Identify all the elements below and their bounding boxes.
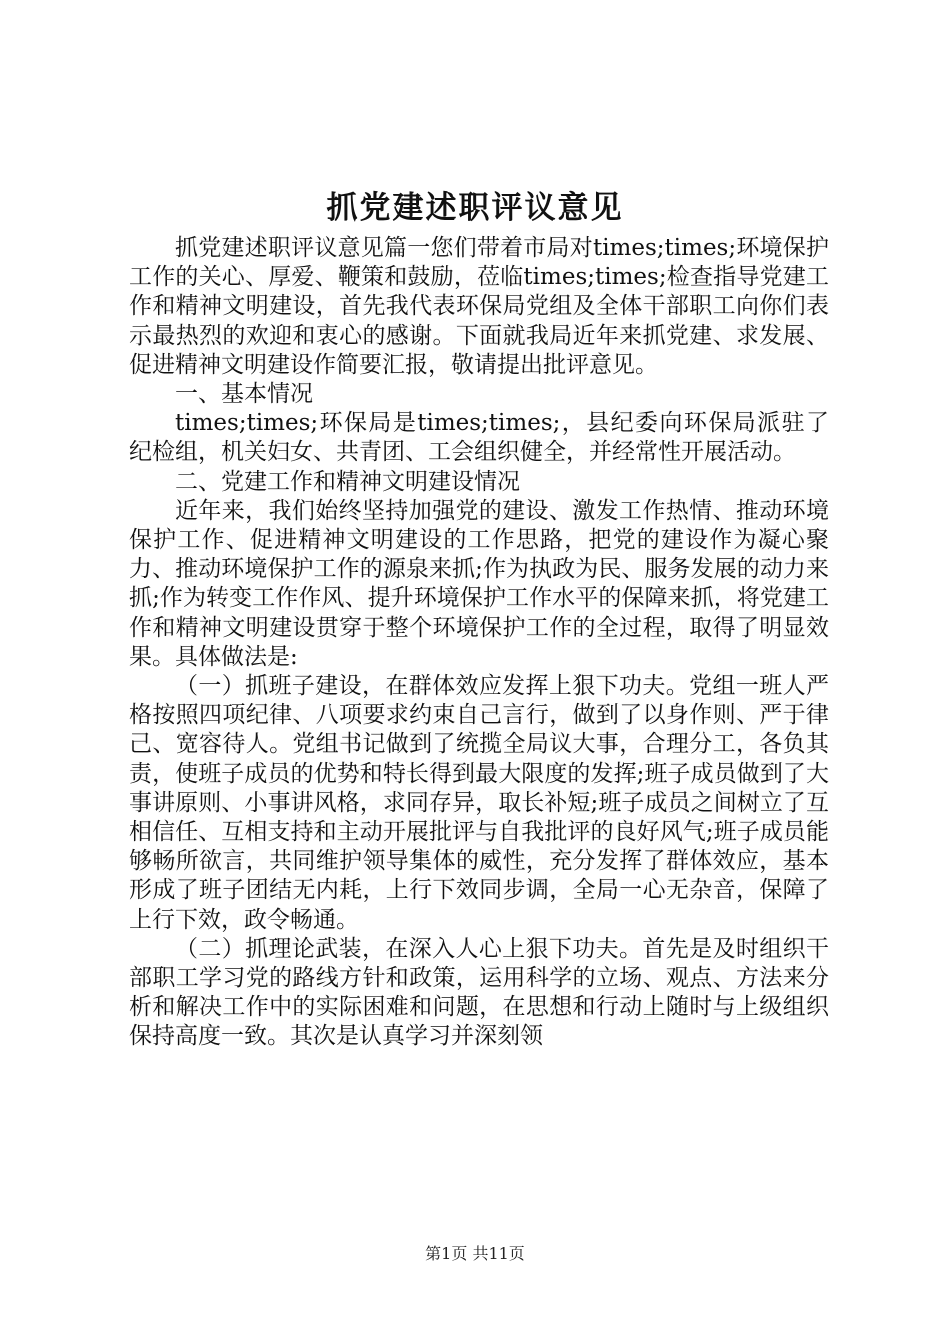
paragraph-party-building-overview: 近年来，我们始终坚持加强党的建设、激发工作热情、推动环境保护工作、促进精神文明建设的工作思路，把党的建设作为凝心聚力、推动环境保护工作的源泉来抓;作为执政为民、服务发展的动力来抓;作为转变工作作风、提升环境保护工作水平的保障来抓，将党建工作和精神文明建设贯穿于整个环境保护工作的全过程，取得了明显效果。具体做法是: bbox=[129, 497, 829, 670]
document-body bbox=[129, 234, 829, 1052]
paragraph-basic-situation: times;times;环保局是times;times;，县纪委向环保局派驻了纪检组，机关妇女、共青团、工会组织健全，并经常性开展活动。 bbox=[129, 410, 829, 466]
section-heading-party-building: 二、党建工作和精神文明建设情况 bbox=[175, 468, 520, 495]
paragraph-theory-study: （二）抓理论武装，在深入人心上狠下功夫。首先是及时组织干部职工学习党的路线方针和政策，运用科学的立场、观点、方法来分析和解决工作中的实际困难和问题，在思想和行动上随时与上级组织保持高度一致。其次是认真学习并深刻领 bbox=[129, 935, 829, 1050]
section-heading-basic-situation: 一、基本情况 bbox=[175, 381, 313, 408]
paragraph-team-building: （一）抓班子建设，在群体效应发挥上狠下功夫。党组一班人严格按照四项纪律、八项要求约束自己言行，做到了以身作则、严于律己、宽容待人。党组书记做到了统揽全局议大事，合理分工，各负其责，使班子成员的优势和特长得到最大限度的发挥;班子成员做到了大事讲原则、小事讲风格，求同存异，取长补短;班子成员之间树立了互相信任、互相支持和主动开展批评与自我批评的良好风气;班子成员能够畅所欲言，共同维护领导集体的威性，充分发挥了群体效应，基本形成了班子团结无内耗，上行下效同步调，全局一心无杂音，保障了上行下效，政令畅通。 bbox=[129, 673, 829, 933]
page-number-footer: 第1页 共11页 bbox=[425, 1244, 525, 1263]
paragraph-intro: 抓党建述职评议意见篇一您们带着市局对times;times;环境保护工作的关心、厚爱、鞭策和鼓励，莅临times;times;检查指导党建工作和精神文明建设，首先我代表环保局党组及全体干部职工向你们表示最热烈的欢迎和衷心的感谢。下面就我局近年来抓党建、求发展、促进精神文明建设作简要汇报，敬请提出批评意见。 bbox=[129, 235, 829, 378]
document-title: 抓党建述职评议意见 bbox=[326, 190, 624, 226]
